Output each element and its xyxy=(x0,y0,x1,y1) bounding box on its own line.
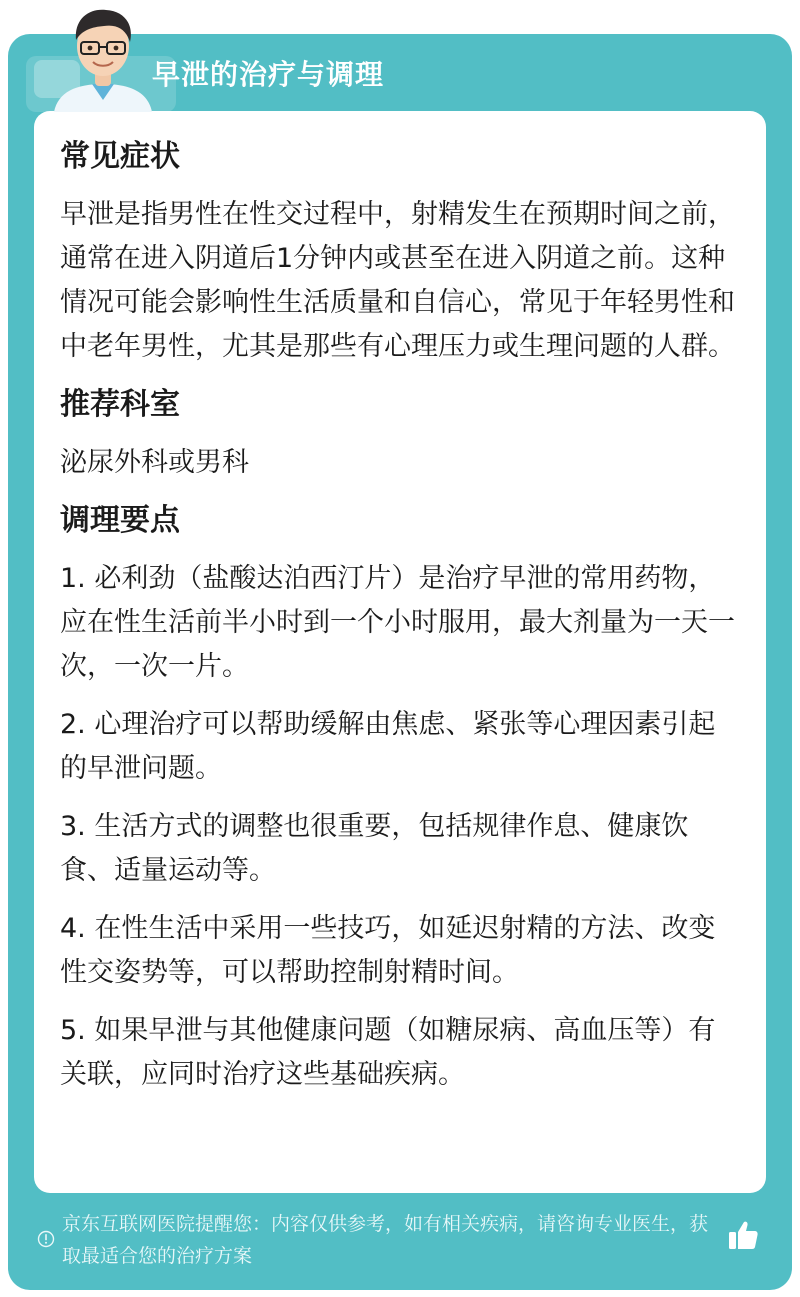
footer xyxy=(34,1206,774,1276)
list-item: 3. 生活方式的调整也很重要，包括规律作息、健康饮食、适量运动等。 xyxy=(60,811,689,886)
list-item: 1. 必利劲（盐酸达泊西汀片）是治疗早泄的常用药物，应在性生活前半小时到一个小时服用，最大剂量为一天一次，一次一片。 xyxy=(60,563,735,682)
section-body-symptoms: 早泄是指男性在性交过程中，射精发生在预期时间之前，通常在进入阴道后1分钟内或甚至在进入阴道之前。这种情况可能会影响性生活质量和自信心，常见于年轻男性和中老年男性，尤其是那些有心理压力或生理问题的人群。 xyxy=(60,199,735,362)
section-title-tips: 调理要点 xyxy=(60,503,180,538)
article-container xyxy=(8,34,792,1290)
list-item: 4. 在性生活中采用一些技巧，如延迟射精的方法、改变性交姿势等，可以帮助控制射精时间。 xyxy=(60,913,716,988)
info-icon xyxy=(37,1230,55,1248)
thumbs-up-icon[interactable] xyxy=(726,1218,760,1252)
content-card xyxy=(34,111,766,1193)
doctor-avatar xyxy=(48,0,158,112)
disclaimer-text: 京东互联网医院提醒您：内容仅供参考，如有相关疾病，请咨询专业医生，获取最适合您的治疗方案 xyxy=(62,1213,709,1267)
list-item: 2. 心理治疗可以帮助缓解由焦虑、紧张等心理因素引起的早泄问题。 xyxy=(60,709,716,784)
list-item: 5. 如果早泄与其他健康问题（如糖尿病、高血压等）有关联，应同时治疗这些基础疾病。 xyxy=(60,1015,716,1090)
section-title-department: 推荐科室 xyxy=(60,387,180,422)
section-body-department: 泌尿外科或男科 xyxy=(60,447,249,478)
page-title: 早泄的治疗与调理 xyxy=(152,58,385,91)
section-title-symptoms: 常见症状 xyxy=(60,139,180,174)
